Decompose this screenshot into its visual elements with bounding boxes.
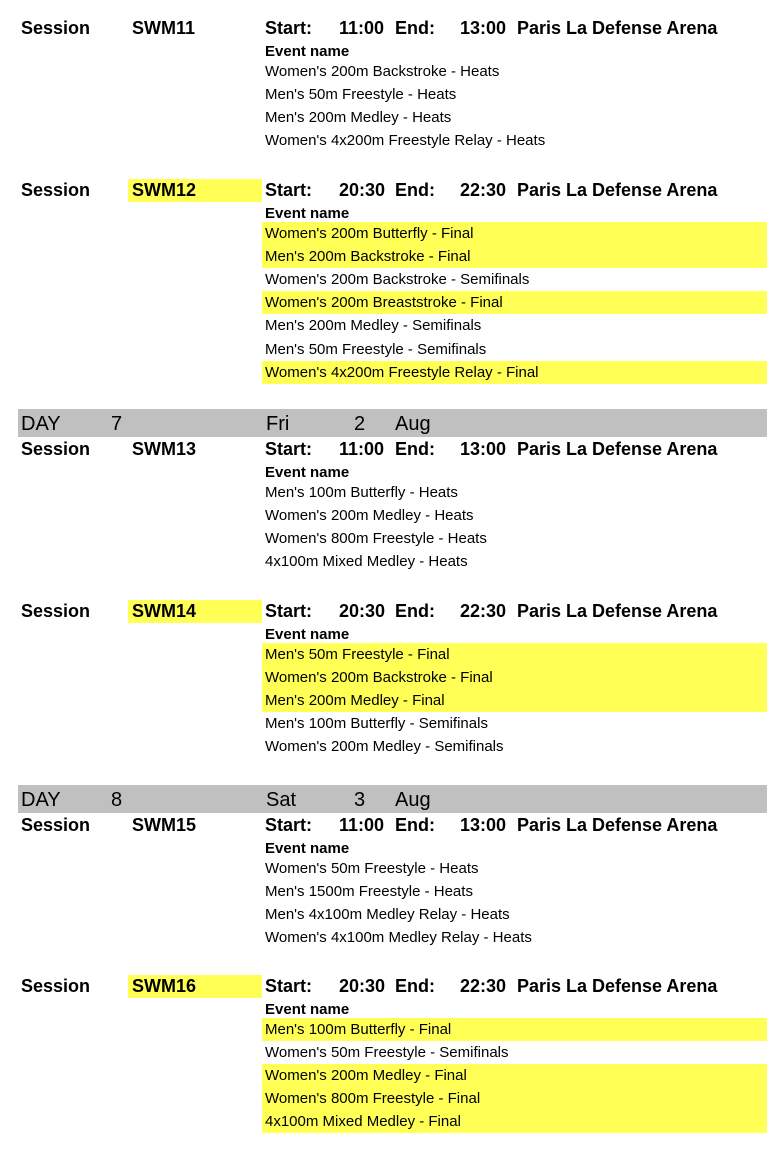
event-row xyxy=(262,291,767,314)
event-name-header: Event name xyxy=(265,626,350,643)
start-time: 20:30 xyxy=(339,976,386,996)
event-name-header: Event name xyxy=(265,464,350,481)
session-code-cell xyxy=(128,975,262,998)
venue: Paris La Defense Arena xyxy=(517,976,718,996)
event-name: Men's 200m Medley - Final xyxy=(265,692,445,709)
start-time: 11:00 xyxy=(339,439,385,459)
venue: Paris La Defense Arena xyxy=(517,815,718,835)
end-label: End: xyxy=(395,815,435,835)
event-row xyxy=(262,1110,767,1133)
session-label: Session xyxy=(21,18,91,38)
event-row xyxy=(262,245,767,268)
session-code-cell xyxy=(128,17,262,40)
session-code-cell xyxy=(128,179,262,202)
event-row xyxy=(262,1041,767,1064)
session-label: Session xyxy=(21,439,91,459)
event-name: Men's 200m Backstroke - Final xyxy=(265,248,471,265)
event-row xyxy=(262,83,767,106)
event-row xyxy=(262,1087,767,1110)
event-name: Women's 200m Butterfly - Final xyxy=(265,225,474,242)
end-label: End: xyxy=(395,601,435,621)
end-time: 13:00 xyxy=(460,18,507,38)
event-row xyxy=(262,268,767,291)
end-label: End: xyxy=(395,18,435,38)
event-name: Women's 4x200m Freestyle Relay - Final xyxy=(265,364,539,381)
start-label: Start: xyxy=(265,180,313,200)
event-name: Men's 100m Butterfly - Final xyxy=(265,1021,452,1038)
start-label: Start: xyxy=(265,439,313,459)
event-name: Women's 800m Freestyle - Heats xyxy=(265,530,487,547)
start-label: Start: xyxy=(265,601,313,621)
event-row xyxy=(262,666,767,689)
event-name-header: Event name xyxy=(265,205,350,222)
event-row xyxy=(262,880,767,903)
event-name: Women's 200m Medley - Semifinals xyxy=(265,738,504,755)
end-time: 22:30 xyxy=(460,601,507,621)
event-row xyxy=(262,361,767,384)
event-row xyxy=(262,550,767,573)
event-name: Women's 4x100m Medley Relay - Heats xyxy=(265,929,532,946)
session-label: Session xyxy=(21,976,91,996)
event-row xyxy=(262,926,767,949)
event-row xyxy=(262,106,767,129)
event-name: 4x100m Mixed Medley - Final xyxy=(265,1113,461,1130)
session-code: SWM15 xyxy=(132,815,197,835)
venue: Paris La Defense Arena xyxy=(517,439,718,459)
end-time: 22:30 xyxy=(460,976,507,996)
day-month: Aug xyxy=(395,789,431,811)
event-name: Women's 200m Backstroke - Heats xyxy=(265,63,500,80)
day-month: Aug xyxy=(395,413,431,435)
venue: Paris La Defense Arena xyxy=(517,601,718,621)
event-row xyxy=(262,60,767,83)
venue: Paris La Defense Arena xyxy=(517,18,718,38)
session-label: Session xyxy=(21,601,91,621)
end-label: End: xyxy=(395,180,435,200)
event-name: Women's 50m Freestyle - Semifinals xyxy=(265,1044,509,1061)
event-row xyxy=(262,1018,767,1041)
start-label: Start: xyxy=(265,815,313,835)
start-time: 11:00 xyxy=(339,815,385,835)
day-date: 3 xyxy=(354,789,366,811)
end-time: 13:00 xyxy=(460,439,507,459)
day-label: DAY xyxy=(21,789,61,811)
event-row xyxy=(262,504,767,527)
event-name: Men's 50m Freestyle - Semifinals xyxy=(265,341,487,358)
event-name-header: Event name xyxy=(265,1001,350,1018)
end-label: End: xyxy=(395,976,435,996)
day-band xyxy=(18,785,767,813)
event-row xyxy=(262,857,767,880)
event-name: Women's 800m Freestyle - Final xyxy=(265,1090,481,1107)
event-name-header: Event name xyxy=(265,43,350,60)
start-label: Start: xyxy=(265,976,313,996)
session-code: SWM16 xyxy=(132,976,197,996)
session-label: Session xyxy=(21,180,91,200)
event-row xyxy=(262,527,767,550)
event-name: Men's 100m Butterfly - Heats xyxy=(265,484,458,501)
end-label: End: xyxy=(395,439,435,459)
start-time: 20:30 xyxy=(339,601,386,621)
session-code-cell xyxy=(128,814,262,837)
event-row xyxy=(262,903,767,926)
end-time: 22:30 xyxy=(460,180,507,200)
day-weekday: Sat xyxy=(266,789,297,811)
start-time: 11:00 xyxy=(339,18,385,38)
event-row xyxy=(262,1064,767,1087)
event-row xyxy=(262,222,767,245)
session-code: SWM14 xyxy=(132,601,197,621)
event-name: Women's 200m Medley - Heats xyxy=(265,507,474,524)
start-label: Start: xyxy=(265,18,313,38)
day-label: DAY xyxy=(21,413,61,435)
end-time: 13:00 xyxy=(460,815,507,835)
event-row xyxy=(262,481,767,504)
event-name: Women's 4x200m Freestyle Relay - Heats xyxy=(265,132,546,149)
event-row xyxy=(262,689,767,712)
event-name: Women's 50m Freestyle - Heats xyxy=(265,860,479,877)
event-row xyxy=(262,338,767,361)
event-name: Men's 200m Medley - Semifinals xyxy=(265,317,482,334)
event-row xyxy=(262,314,767,337)
event-row xyxy=(262,712,767,735)
event-name: Men's 50m Freestyle - Heats xyxy=(265,86,457,103)
session-code: SWM13 xyxy=(132,439,197,459)
event-name: 4x100m Mixed Medley - Heats xyxy=(265,553,468,570)
event-name-header: Event name xyxy=(265,840,350,857)
day-number: 8 xyxy=(111,789,123,811)
venue: Paris La Defense Arena xyxy=(517,180,718,200)
event-row xyxy=(262,643,767,666)
event-name: Women's 200m Medley - Final xyxy=(265,1067,467,1084)
event-name: Women's 200m Backstroke - Final xyxy=(265,669,493,686)
event-name: Women's 200m Breaststroke - Final xyxy=(265,294,503,311)
session-code-cell xyxy=(128,438,262,461)
day-date: 2 xyxy=(354,413,366,435)
session-code-cell xyxy=(128,600,262,623)
event-name: Women's 200m Backstroke - Semifinals xyxy=(265,271,530,288)
event-name: Men's 200m Medley - Heats xyxy=(265,109,452,126)
start-time: 20:30 xyxy=(339,180,386,200)
event-row xyxy=(262,129,767,152)
event-name: Men's 50m Freestyle - Final xyxy=(265,646,450,663)
event-name: Men's 1500m Freestyle - Heats xyxy=(265,883,473,900)
session-label: Session xyxy=(21,815,91,835)
session-code: SWM11 xyxy=(132,18,196,38)
session-code: SWM12 xyxy=(132,180,197,200)
day-number: 7 xyxy=(111,413,123,435)
day-weekday: Fri xyxy=(266,413,290,435)
event-row xyxy=(262,735,767,758)
event-name: Men's 100m Butterfly - Semifinals xyxy=(265,715,488,732)
event-name: Men's 4x100m Medley Relay - Heats xyxy=(265,906,510,923)
day-band xyxy=(18,409,767,437)
